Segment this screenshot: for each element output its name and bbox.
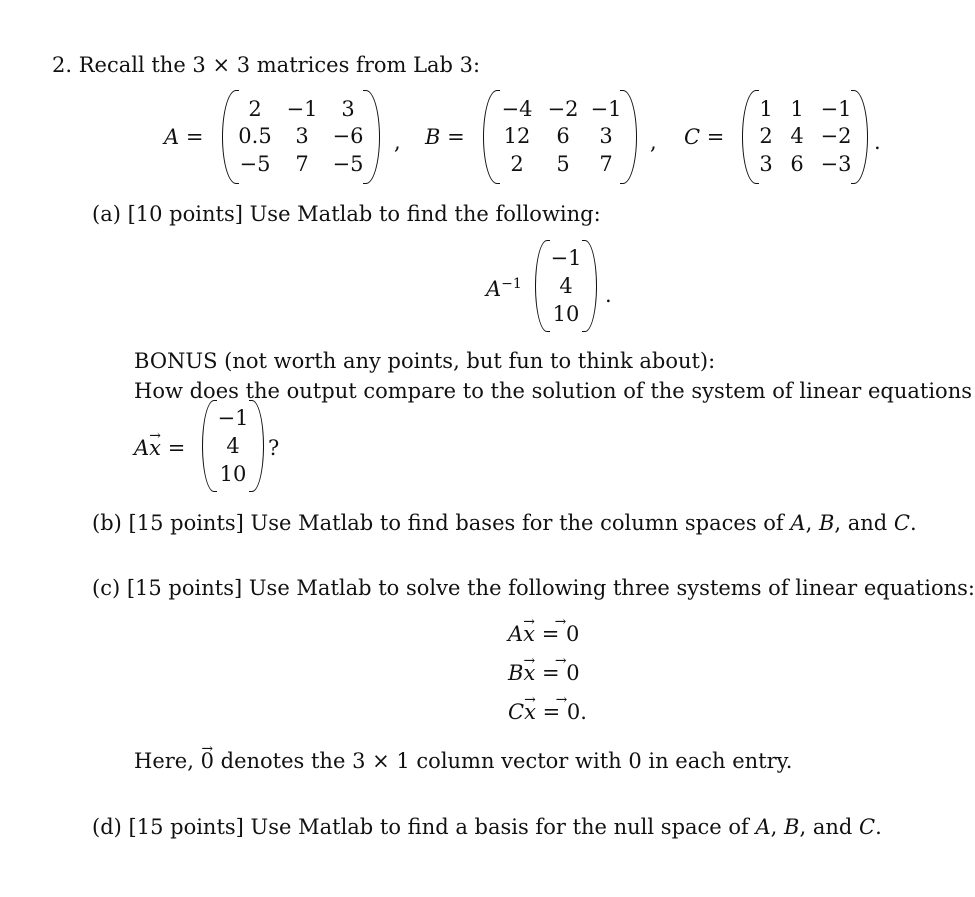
matrix-c-label: C = [684, 125, 725, 149]
zero-vector-rhs: → = 0 [542, 663, 580, 684]
a-inverse-vector [535, 244, 597, 328]
matrix-entry: 0.5 [238, 124, 272, 149]
system-a [508, 624, 579, 645]
problem-header [52, 55, 480, 76]
zero-vector-symbol: → 0 [201, 751, 214, 772]
part-d-heading [92, 817, 882, 838]
part-c-label: (c) [92, 576, 121, 600]
matrix-entry: 3 [341, 97, 355, 122]
bonus-vector [202, 404, 264, 488]
note-prefix: Here, [134, 749, 194, 773]
vector-entry: 4 [559, 273, 573, 298]
zero-vector-rhs: → = 0 [543, 702, 581, 723]
a-inverse-exponent: −1 [501, 276, 522, 292]
system-end: . [580, 700, 587, 724]
part-b-heading [92, 513, 917, 534]
matrix-entry: −3 [820, 151, 852, 176]
vector-entry: −1 [550, 245, 582, 270]
bonus-question-mark: ? [268, 436, 280, 460]
matrix-entry: −6 [332, 124, 364, 149]
part-d-text: [15 points] Use Matlab to find a basis for the null space of [128, 815, 749, 839]
and-word: , and [834, 511, 888, 535]
part-a-text: [10 points] Use Matlab to find the following: [127, 202, 601, 226]
matrix-c [742, 96, 868, 178]
zero-vector-note [134, 751, 792, 772]
matrix-entry: 7 [599, 151, 613, 176]
matrix-entry: −1 [286, 97, 318, 122]
part-c-heading [92, 578, 975, 599]
matrix-entry: 2 [248, 97, 262, 122]
matrix-symbol: A [508, 622, 524, 646]
zero-vector-rhs: → = 0 [542, 624, 580, 645]
matrix-entry: −1 [590, 97, 622, 122]
system-c [508, 702, 587, 723]
equals-sign: = [167, 436, 186, 460]
and-word: , and [799, 815, 853, 839]
matrix-symbol: C [508, 700, 525, 724]
matrix-entry: 6 [790, 151, 804, 176]
matrix-symbol: B [508, 661, 524, 685]
comma: , [805, 511, 813, 535]
part-b-label: (b) [92, 511, 122, 535]
part-c-text: [15 points] Use Matlab to solve the following three systems of linear equations: [126, 576, 975, 600]
vector-entry: 10 [552, 301, 580, 326]
system-b [508, 663, 580, 684]
matrix-b-label: B = [425, 125, 465, 149]
part-a-heading [92, 204, 601, 225]
problem-intro: Recall the 3 × 3 matrices from Lab 3: [78, 53, 481, 77]
matrix-entry: 3 [759, 151, 773, 176]
matrix-entry: 7 [295, 151, 309, 176]
matrix-entry: 12 [503, 124, 531, 149]
matrix-entry: −5 [239, 151, 271, 176]
matrix-a-ref: A [790, 511, 806, 535]
matrix-a-ref: A [755, 815, 771, 839]
matrix-end-period: . [874, 130, 881, 154]
matrix-entry: −2 [820, 124, 852, 149]
note-text: denotes the 3 × 1 column vector with 0 in each entry. [220, 749, 793, 773]
part-b-text: [15 points] Use Matlab to find bases for the column spaces of [128, 511, 784, 535]
matrix-entry: −5 [332, 151, 364, 176]
matrix-entry: −1 [820, 97, 852, 122]
matrix-entry: 6 [556, 124, 570, 149]
bonus-line-1: BONUS (not worth any points, but fun to think about): [134, 349, 716, 373]
a-inverse-base: A [486, 277, 502, 301]
matrix-symbol: A [134, 436, 150, 460]
matrix-entry: 2 [510, 151, 524, 176]
matrix-entry: 4 [790, 124, 804, 149]
matrix-entry: 1 [759, 97, 773, 122]
vector-x: → x [149, 438, 161, 459]
matrix-b-ref: B [818, 511, 835, 535]
matrix-entry: −2 [547, 97, 579, 122]
matrix-entry: 3 [295, 124, 309, 149]
vector-x: → x [523, 663, 535, 684]
matrix-b [483, 96, 637, 178]
matrix-entry: 2 [759, 124, 773, 149]
a-inverse-expression [486, 276, 522, 301]
vector-entry: 10 [219, 461, 247, 486]
matrix-separator: , [394, 130, 401, 154]
matrix-b-ref: B [784, 815, 800, 839]
matrix-entry: −4 [501, 97, 533, 122]
problem-number: 2. [52, 53, 73, 77]
bonus-line-2: How does the output compare to the solution of the system of linear equations [134, 379, 972, 403]
matrix-entry: 1 [790, 97, 804, 122]
vector-entry: 4 [226, 433, 240, 458]
comma: , [770, 815, 778, 839]
matrix-entry: 5 [556, 151, 570, 176]
vector-entry: −1 [217, 405, 249, 430]
vector-x: → x [523, 624, 535, 645]
matrix-c-ref: C [859, 815, 876, 839]
matrix-a [222, 96, 380, 178]
period: . [875, 815, 882, 839]
matrix-entry: 3 [599, 124, 613, 149]
matrix-c-ref: C [893, 511, 910, 535]
part-a-label: (a) [92, 202, 121, 226]
a-inverse-period: . [605, 283, 612, 307]
period: . [910, 511, 917, 535]
matrix-separator: , [650, 130, 657, 154]
matrix-a-label: A = [164, 125, 204, 149]
vector-x: → x [524, 702, 536, 723]
bonus-equation-lhs [134, 438, 185, 459]
part-d-label: (d) [92, 815, 122, 839]
